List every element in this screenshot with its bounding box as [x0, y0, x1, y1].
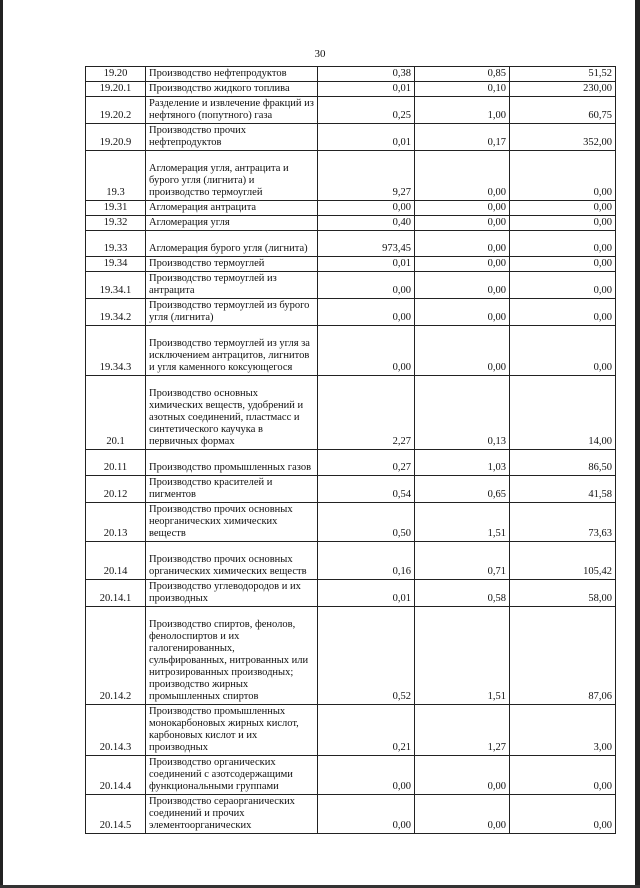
row-value-2: 0,00 — [415, 151, 510, 201]
table-row — [86, 299, 616, 326]
row-value-1: 0,01 — [318, 257, 415, 272]
table-row — [86, 503, 616, 542]
row-name: Разделение и извлечение фракций из нефтяного (попутного) газа — [146, 97, 318, 124]
row-value-2: 0,85 — [415, 67, 510, 82]
row-value-1: 0,00 — [318, 326, 415, 376]
row-value-2: 0,65 — [415, 476, 510, 503]
row-code: 19.20 — [86, 67, 146, 82]
row-value-3: 14,00 — [510, 376, 616, 450]
row-name: Производство сераорганических соединений и прочих элементоорганических — [146, 795, 318, 834]
table-row — [86, 201, 616, 216]
table-row — [86, 216, 616, 231]
scan-border-left — [0, 0, 3, 888]
row-value-2: 1,27 — [415, 705, 510, 756]
row-value-2: 1,00 — [415, 97, 510, 124]
row-value-2: 1,51 — [415, 503, 510, 542]
row-code: 19.32 — [86, 216, 146, 231]
table-row — [86, 476, 616, 503]
row-name: Производство промышленных монокарбоновых жирных кислот, карбоновых кислот и их производных — [146, 705, 318, 756]
row-name: Производство термоуглей из антрацита — [146, 272, 318, 299]
row-name: Производство прочих основных органических химических веществ — [146, 542, 318, 580]
row-code: 20.1 — [86, 376, 146, 450]
row-value-2: 0,00 — [415, 795, 510, 834]
row-value-3: 87,06 — [510, 607, 616, 705]
table-row — [86, 67, 616, 82]
row-value-2: 0,00 — [415, 272, 510, 299]
row-code: 19.33 — [86, 231, 146, 257]
row-value-2: 0,17 — [415, 124, 510, 151]
row-code: 20.14.4 — [86, 756, 146, 795]
table-row — [86, 705, 616, 756]
table-row — [86, 542, 616, 580]
row-value-1: 0,40 — [318, 216, 415, 231]
row-value-3: 0,00 — [510, 299, 616, 326]
row-value-3: 0,00 — [510, 201, 616, 216]
row-name: Производство основных химических веществ, удобрений и азотных соединений, пластмасс и синтетического каучука в первичных формах — [146, 376, 318, 450]
row-code: 20.11 — [86, 450, 146, 476]
row-value-2: 0,13 — [415, 376, 510, 450]
table-row — [86, 272, 616, 299]
table-row — [86, 82, 616, 97]
row-name: Производство термоуглей из угля за исключением антрацитов, лигнитов и угля каменного коксующегося — [146, 326, 318, 376]
table-row — [86, 450, 616, 476]
row-value-2: 0,00 — [415, 231, 510, 257]
row-value-1: 0,01 — [318, 124, 415, 151]
row-value-1: 0,52 — [318, 607, 415, 705]
row-value-3: 60,75 — [510, 97, 616, 124]
row-value-1: 0,54 — [318, 476, 415, 503]
row-code: 20.14.3 — [86, 705, 146, 756]
table-row — [86, 580, 616, 607]
row-code: 19.34.3 — [86, 326, 146, 376]
row-value-1: 973,45 — [318, 231, 415, 257]
row-code: 20.14.2 — [86, 607, 146, 705]
page-number: 30 — [314, 48, 326, 60]
row-value-1: 0,27 — [318, 450, 415, 476]
row-code: 19.34.2 — [86, 299, 146, 326]
row-code: 19.34 — [86, 257, 146, 272]
table-row — [86, 97, 616, 124]
row-name: Производство жидкого топлива — [146, 82, 318, 97]
row-code: 20.14 — [86, 542, 146, 580]
row-value-3: 352,00 — [510, 124, 616, 151]
table-row — [86, 376, 616, 450]
row-value-3: 41,58 — [510, 476, 616, 503]
row-value-3: 0,00 — [510, 257, 616, 272]
row-code: 19.20.9 — [86, 124, 146, 151]
row-code: 20.13 — [86, 503, 146, 542]
row-value-2: 1,51 — [415, 607, 510, 705]
row-name: Производство спиртов, фенолов, фенолоспиртов и их галогенированных, сульфированных, нитрованных или нитрозированных производных; производство жирных промышленных спиртов — [146, 607, 318, 705]
row-value-2: 0,00 — [415, 756, 510, 795]
row-value-3: 105,42 — [510, 542, 616, 580]
row-value-1: 0,00 — [318, 299, 415, 326]
row-value-1: 0,01 — [318, 580, 415, 607]
row-value-2: 0,58 — [415, 580, 510, 607]
row-code: 20.14.5 — [86, 795, 146, 834]
row-value-2: 0,10 — [415, 82, 510, 97]
scan-border-right — [635, 0, 640, 888]
row-value-1: 0,16 — [318, 542, 415, 580]
row-value-1: 0,25 — [318, 97, 415, 124]
row-value-3: 0,00 — [510, 795, 616, 834]
table-row — [86, 795, 616, 834]
row-value-3: 51,52 — [510, 67, 616, 82]
row-value-1: 0,21 — [318, 705, 415, 756]
row-value-3: 0,00 — [510, 231, 616, 257]
row-code: 19.31 — [86, 201, 146, 216]
row-value-3: 0,00 — [510, 756, 616, 795]
row-value-1: 0,00 — [318, 201, 415, 216]
row-name: Агломерация бурого угля (лигнита) — [146, 231, 318, 257]
row-value-1: 0,00 — [318, 272, 415, 299]
row-value-2: 0,71 — [415, 542, 510, 580]
row-value-1: 0,50 — [318, 503, 415, 542]
row-name: Производство красителей и пигментов — [146, 476, 318, 503]
row-value-3: 0,00 — [510, 326, 616, 376]
row-name: Агломерация антрацита — [146, 201, 318, 216]
table-row — [86, 231, 616, 257]
row-value-1: 0,01 — [318, 82, 415, 97]
table-row — [86, 326, 616, 376]
table-row — [86, 124, 616, 151]
row-name: Производство термоуглей из бурого угля (лигнита) — [146, 299, 318, 326]
row-code: 20.12 — [86, 476, 146, 503]
row-value-1: 0,38 — [318, 67, 415, 82]
row-value-2: 0,00 — [415, 299, 510, 326]
row-name: Производство прочих основных неорганических химических веществ — [146, 503, 318, 542]
row-value-3: 0,00 — [510, 216, 616, 231]
row-value-3: 86,50 — [510, 450, 616, 476]
row-value-2: 0,00 — [415, 326, 510, 376]
row-code: 19.20.1 — [86, 82, 146, 97]
row-name: Производство нефтепродуктов — [146, 67, 318, 82]
row-value-1: 0,00 — [318, 795, 415, 834]
row-value-2: 0,00 — [415, 257, 510, 272]
row-value-1: 9,27 — [318, 151, 415, 201]
row-code: 19.3 — [86, 151, 146, 201]
row-value-1: 2,27 — [318, 376, 415, 450]
row-value-3: 58,00 — [510, 580, 616, 607]
row-code: 20.14.1 — [86, 580, 146, 607]
row-name: Производство органических соединений с азотсодержащими функциональными группами — [146, 756, 318, 795]
row-value-3: 73,63 — [510, 503, 616, 542]
row-value-1: 0,00 — [318, 756, 415, 795]
row-name: Агломерация угля — [146, 216, 318, 231]
row-code: 19.20.2 — [86, 97, 146, 124]
table-row — [86, 151, 616, 201]
row-name: Производство прочих нефтепродуктов — [146, 124, 318, 151]
data-table — [85, 66, 616, 834]
table-row — [86, 257, 616, 272]
row-name: Производство углеводородов и их производных — [146, 580, 318, 607]
table-row — [86, 756, 616, 795]
row-value-3: 230,00 — [510, 82, 616, 97]
row-value-3: 3,00 — [510, 705, 616, 756]
row-name: Производство промышленных газов — [146, 450, 318, 476]
row-code: 19.34.1 — [86, 272, 146, 299]
row-value-3: 0,00 — [510, 151, 616, 201]
row-name: Производство термоуглей — [146, 257, 318, 272]
row-value-2: 1,03 — [415, 450, 510, 476]
row-value-3: 0,00 — [510, 272, 616, 299]
row-name: Агломерация угля, антрацита и бурого угля (лигнита) и производство термоуглей — [146, 151, 318, 201]
row-value-2: 0,00 — [415, 216, 510, 231]
table-row — [86, 607, 616, 705]
row-value-2: 0,00 — [415, 201, 510, 216]
